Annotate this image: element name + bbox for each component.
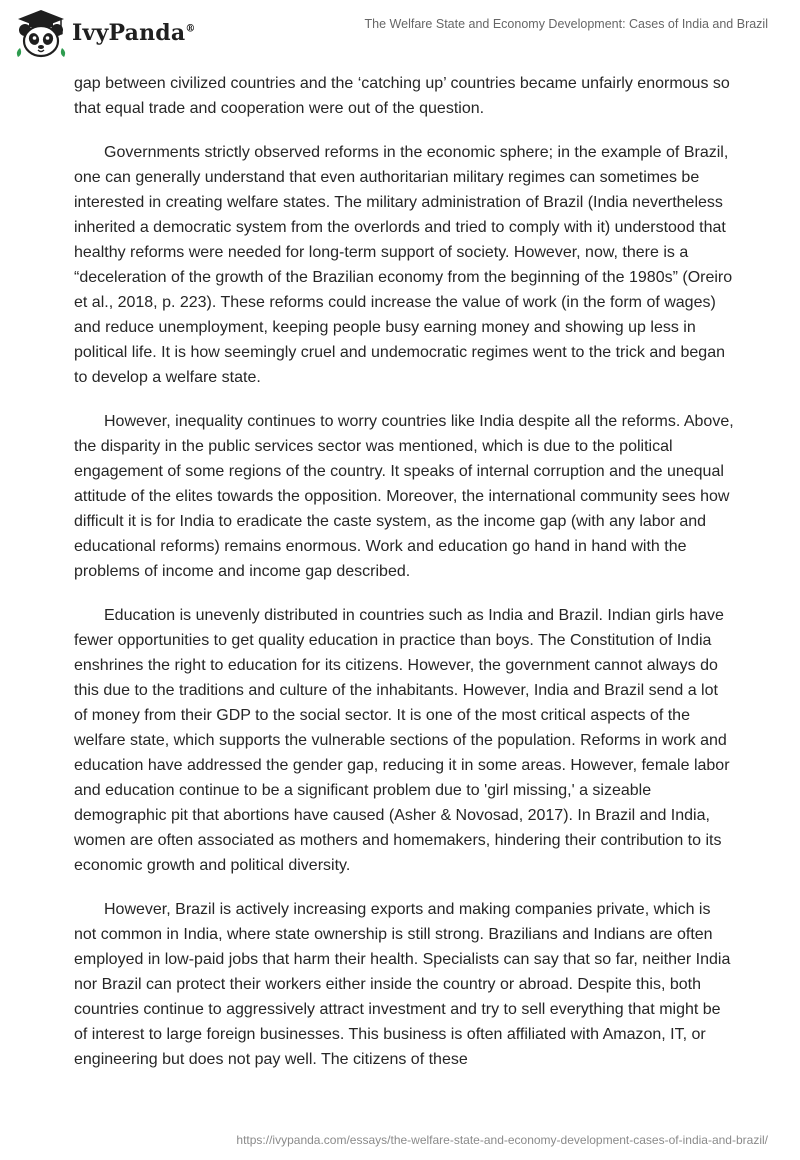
paragraph-exports: However, Brazil is actively increasing exports and making companies private, which is not common in India, where state ownership is still strong. Brazilians and Indians are often employed in low-paid jobs that harm their health. Specialists can say that so far, neither India nor Brazil can protect their workers either inside the country or abroad. Despite this, both countries continue to aggressively attract investment and try to sell everything that might be of interest to large foreign businesses. This business is often affiliated with Amazon, IT, or engineering but does not pay well. The citizens of these [74, 901, 731, 1068]
panda-graduate-icon [14, 8, 68, 58]
logo-text: IvyPanda® [72, 20, 196, 46]
ivypanda-logo[interactable] [14, 8, 196, 58]
registered-mark: ® [185, 23, 196, 35]
essay-body [74, 71, 734, 1091]
document-title: The Welfare State and Economy Development: Cases of India and Brazil [364, 17, 768, 31]
page-header [0, 0, 800, 70]
paragraph-inequality: However, inequality continues to worry countries like India despite all the reforms. Above, the disparity in the public services sector was mentioned, which is due to the political engagement of some regions of the country. It speaks of internal corruption and the unequal attitude of the elites towards the opposition. Moreover, the international community sees how difficult it is for India to eradicate the caste system, as the income gap (with any labor and educational reforms) remains enormous. Work and education go hand in hand with the problems of income and income gap described. [74, 413, 734, 580]
paragraph-reforms: Governments strictly observed reforms in the economic sphere; in the example of Brazil, one can generally understand that even authoritarian military regimes can sometimes be interested in creating welfare states. The military administration of Brazil (India nevertheless inherited a democratic system from the overlords and tried to comply with it) understood that healthy reforms were needed for long-term support of society. However, now, there is a “deceleration of the growth of the Brazilian economy from the beginning of the 1980s” (Oreiro et al., 2018, p. 223). These reforms could increase the value of work (in the form of wages) and reduce unemployment, keeping people busy earning money and showing up less in political life. It is how seemingly cruel and undemocratic regimes went to the trick and began to develop a welfare state. [74, 144, 733, 386]
paragraph-continuation: gap between civilized countries and the ‘catching up’ countries became unfairly enormous so that equal trade and cooperation were out of the question. [74, 75, 730, 117]
source-url-link[interactable]: https://ivypanda.com/essays/the-welfare-state-and-economy-development-cases-of-india-and-brazil/ [236, 1133, 768, 1147]
paragraph-education: Education is unevenly distributed in countries such as India and Brazil. Indian girls have fewer opportunities to get quality education in practice than boys. The Constitution of India enshrines the right to education for its citizens. However, the government cannot always do this due to the traditions and culture of the inhabitants. However, India and Brazil send a lot of money from their GDP to the social sector. It is one of the most critical aspects of the welfare state, which supports the vulnerable sections of the population. Reforms in work and education have addressed the gender gap, reducing it in some areas. However, female labor and education continue to be a significant problem due to 'girl missing,' a sizeable demographic pit that abortions have caused (Asher & Novosad, 2017). In Brazil and India, women are often associated as mothers and homemakers, hindering their contribution to its economic growth and political diversity. [74, 607, 730, 874]
